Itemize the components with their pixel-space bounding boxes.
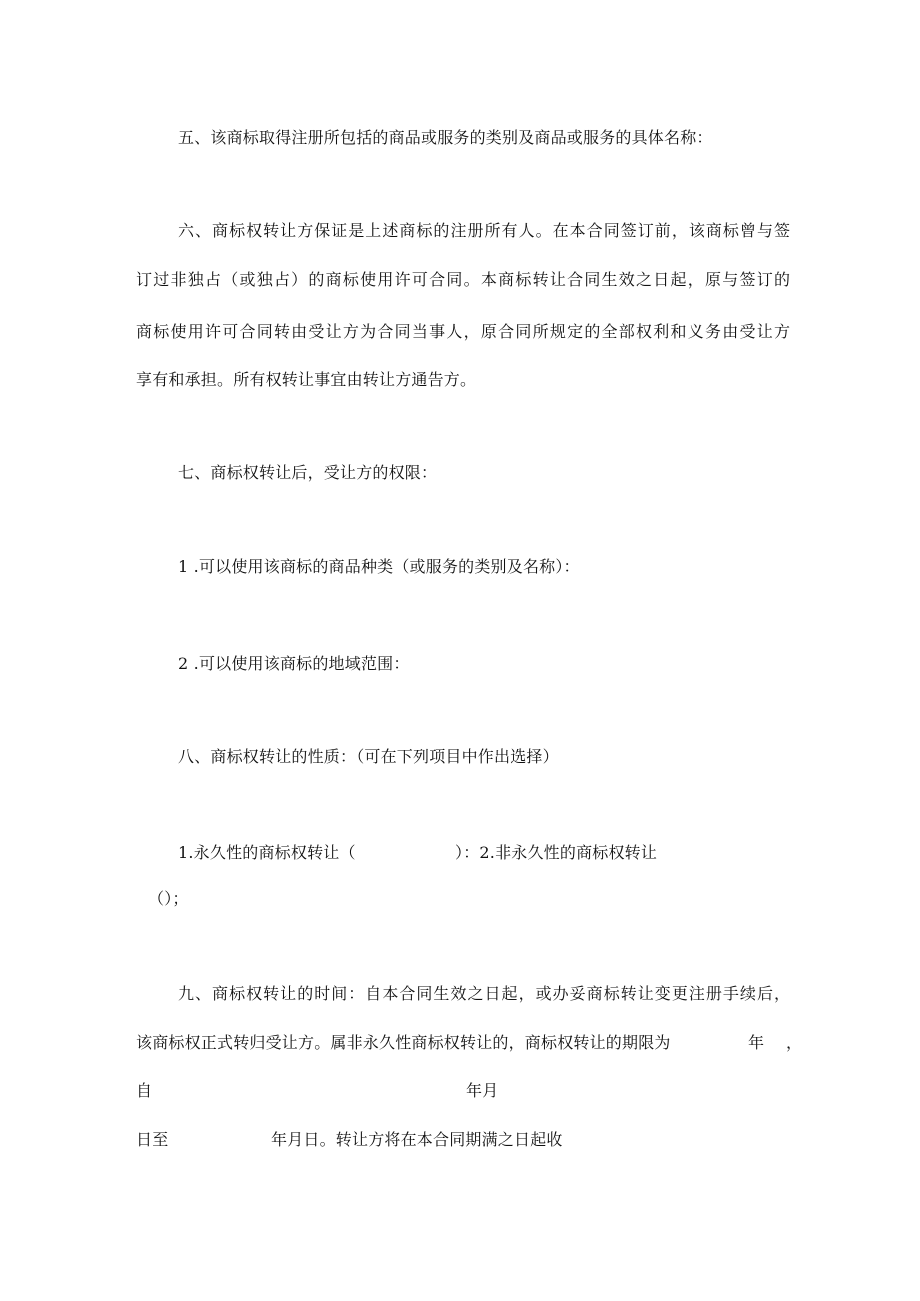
choice-blank: （）； [148,889,189,908]
item-2-text: 2 .可以使用该商标的地域范围： [178,654,410,673]
section-9-line-1: 九、商标权转让的时间：自本合同生效之日起，或办妥商标转让变更注册手续后， [178,984,790,1003]
section-5-text: 五、该商标取得注册所包括的商品或服务的类别及商品或服务的具体名称： [178,128,713,147]
section-9-line-4-text: 年月日。转让方将在本合同期满之日起收 [271,1130,563,1149]
section-6-line-3: 商标使用许可合同转由受让方为合同当事人，原合同所规定的全部权利和义务由受让方 [136,322,790,341]
choice-non-permanent: ）：2.非永久性的商标权转让 [455,843,658,862]
section-9-line-2-comma: ， [786,1033,803,1052]
section-6-line-1: 六、商标权转让方保证是上述商标的注册所有人。在本合同签订前，该商标曾与签 [178,221,790,240]
section-6-line-2: 订过非独占（或独占）的商标使用许可合同。本商标转让合同生效之日起，原与签订的 [136,270,790,289]
section-9-line-3-yearmonth: 年月 [466,1081,499,1100]
section-7-text: 七、商标权转让后，受让方的权限： [178,463,438,482]
section-6-line-4: 享有和承担。所有权转让事宜由转让方通告方。 [136,370,477,389]
item-1-text: 1 .可以使用该商标的商品种类（或服务的类别及名称）： [178,557,580,576]
section-8-text: 八、商标权转让的性质：（可在下列项目中作出选择） [178,747,559,766]
section-9-line-2-text: 该商标权正式转归受让方。属非永久性商标权转让的，商标权转让的期限为 [136,1033,671,1052]
choice-permanent: 1.永久性的商标权转让（ [178,843,356,862]
section-9-line-3-from: 自 [136,1081,153,1100]
section-9-line-4-day-to: 日至 [136,1130,169,1149]
section-9-line-2-year: 年 [748,1033,765,1052]
